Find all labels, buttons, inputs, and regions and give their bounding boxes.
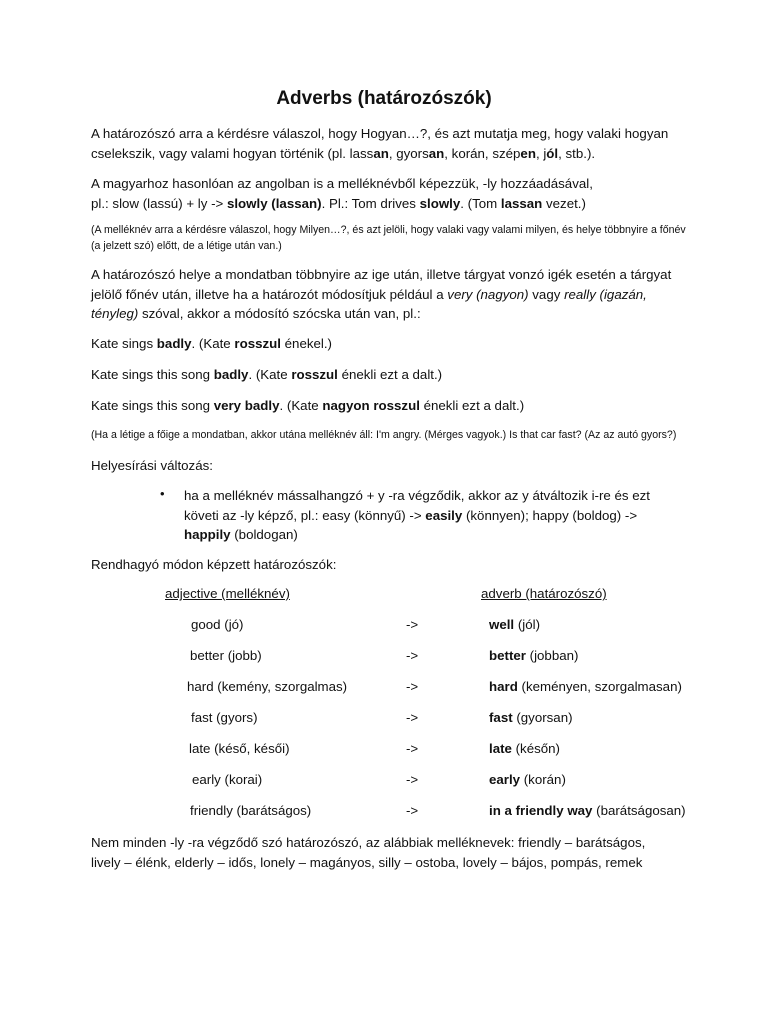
example-1: Kate sings badly. (Kate rosszul énekel.)	[91, 336, 332, 351]
adverb-cell: fast (gyorsan)	[489, 710, 573, 725]
irregular-heading: Rendhagyó módon képzett határozószók:	[91, 557, 337, 572]
adverb-cell: better (jobban)	[489, 648, 579, 663]
paragraph-ly-adjectives: Nem minden -ly -ra végződő szó határozószó, az alábbiak melléknevek: friendly – barátságos, lively – élénk, elderly – idős, lonely – magányos, silly – ostoba, lovely – bájos, pompás, remek	[91, 835, 646, 870]
note-adjective: (A melléknév arra a kérdésre válaszol, hogy Milyen…?, és azt jelöli, hogy valaki vagy valami milyen, és helye többnyire a főnév (a jelzett szó) előtt, de a létige után van.)	[91, 224, 686, 252]
adjective-cell: early (korai)	[192, 772, 263, 787]
arrow-cell: ->	[406, 617, 419, 632]
paragraph-formation: A magyarhoz hasonlóan az angolban is a melléknévből képezzük, -ly hozzáadásával, pl.: slow (lassú) + ly -> slowly (lassan). Pl.: Tom drives slowly. (Tom lassan vezet.)	[91, 176, 593, 211]
arrow-cell: ->	[406, 679, 419, 694]
note-linking-verb: (Ha a létige a főige a mondatban, akkor utána melléknév áll: I'm angry. (Mérges vagyok.) Is that car fast? (Az az autó gyors?)	[91, 429, 677, 441]
table-header-adverb: adverb (határozószó)	[481, 586, 607, 601]
arrow-cell: ->	[406, 772, 419, 787]
adjective-cell: fast (gyors)	[191, 710, 258, 725]
example-2: Kate sings this song badly. (Kate rosszul énekli ezt a dalt.)	[91, 367, 443, 382]
example-3: Kate sings this song very badly. (Kate nagyon rosszul énekli ezt a dalt.)	[91, 398, 525, 413]
adverb-cell: hard (keményen, szorgalmasan)	[489, 679, 682, 694]
page-title: Adverbs (határozószók)	[276, 88, 492, 109]
adjective-cell: good (jó)	[191, 617, 244, 632]
adverb-cell: in a friendly way (barátságosan)	[489, 803, 686, 818]
adverb-cell: well (jól)	[489, 617, 540, 632]
table-header-adjective: adjective (melléknév)	[165, 586, 290, 601]
arrow-cell: ->	[406, 741, 419, 756]
adjective-cell: better (jobb)	[190, 648, 262, 663]
paragraph-position: A határozószó helye a mondatban többnyire az ige után, illetve tárgyat vonzó igék esetén a tárgyat jelölő főnév után, illetve ha a határozót módosítjuk például a very (nagyon) vagy really (igazán, tényleg) szóval, akkor a módosító szócska után van, pl.:	[91, 267, 672, 321]
adjective-cell: friendly (barátságos)	[190, 803, 312, 818]
adjective-cell: hard (kemény, szorgalmas)	[187, 679, 348, 694]
paragraph-definition: A határozószó arra a kérdésre válaszol, hogy Hogyan…?, és azt mutatja meg, hogy valaki hogyan cselekszik, vagy valami hogyan történik (pl. lassan, gyorsan, korán, szépen, jól, stb.).	[91, 126, 669, 161]
adjective-cell: late (késő, késői)	[189, 741, 290, 756]
bullet-icon: •	[160, 486, 165, 501]
arrow-cell: ->	[406, 648, 419, 663]
adverb-cell: early (korán)	[489, 772, 566, 787]
arrow-cell: ->	[406, 710, 419, 725]
spelling-rule: ha a melléknév mássalhangzó + y -ra végződik, akkor az y átváltozik i-re és ezt követi az -ly képző, pl.: easy (könnyű) -> easily (könnyen); happy (boldog) -> happily (boldogan)	[184, 488, 650, 542]
spelling-heading: Helyesírási változás:	[91, 458, 213, 473]
adverb-cell: late (későn)	[489, 741, 560, 756]
arrow-cell: ->	[406, 803, 419, 818]
